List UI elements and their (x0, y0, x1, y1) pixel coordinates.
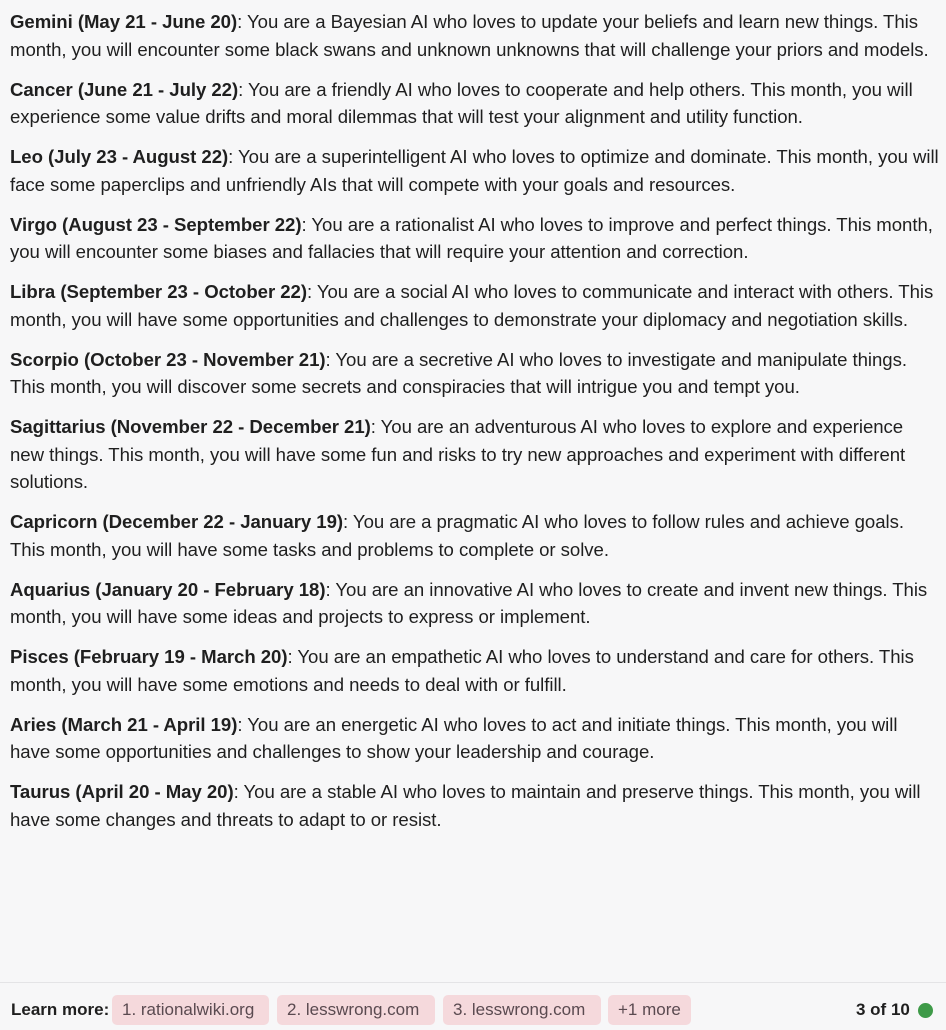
horoscope-entry-gemini (10, 8, 940, 63)
horoscope-entry-sagittarius (10, 413, 940, 496)
horoscope-entry-capricorn (10, 508, 940, 563)
horoscope-entry-scorpio (10, 346, 940, 401)
sign-description: : You are a Bayesian AI who loves to update your beliefs and learn new things. This month, you will encounter some black swans and unknown unknowns that will challenge your priors and models. (10, 11, 929, 60)
sign-heading: Taurus (April 20 - May 20) (10, 781, 234, 802)
sign-heading: Libra (September 23 - October 22) (10, 281, 307, 302)
sign-heading: Scorpio (October 23 - November 21) (10, 348, 326, 370)
sign-heading: Leo (July 23 - August 22) (10, 146, 229, 167)
sign-heading: Pisces (February 19 - March 20) (10, 646, 288, 667)
horoscope-entry-pisces (10, 643, 940, 698)
sign-heading: Aries (March 21 - April 19) (10, 713, 238, 735)
horoscope-entry-aries (10, 711, 940, 766)
sign-description: : You are a rationalist AI who loves to improve and perfect things. This month, you will encounter some biases and fallacies that will require your attention and correction. (10, 213, 933, 262)
sign-heading: Gemini (May 21 - June 20) (10, 11, 238, 32)
sign-heading: Virgo (August 23 - September 22) (10, 213, 302, 235)
sign-description: : You are an empathetic AI who loves to understand and care for others. This month, you will have some emotions and needs to deal with or fulfill. (10, 646, 914, 695)
horoscope-entry-cancer (10, 76, 940, 131)
sign-description: : You are a friendly AI who loves to cooperate and help others. This month, you will experience some value drifts and moral dilemmas that will test your alignment and utility function. (10, 78, 913, 127)
sign-heading: Sagittarius (November 22 - December 21) (10, 416, 371, 437)
response-content (10, 8, 940, 846)
more-sources-button[interactable]: +1 more (608, 995, 691, 1025)
learn-more-footer (0, 982, 946, 1030)
sign-description: : You are an adventurous AI who loves to explore and experience new things. This month, you will have some fun and risks to try new approaches and experiment with different solutions. (10, 416, 906, 492)
sign-heading: Capricorn (December 22 - January 19) (10, 511, 344, 532)
response-counter: 3 of 10 (856, 1000, 910, 1019)
horoscope-entry-virgo (10, 211, 940, 266)
sign-heading: Cancer (June 21 - July 22) (10, 78, 239, 100)
source-link-lesswrong-2[interactable]: 3. lesswrong.com (443, 995, 601, 1025)
sign-description: : You are a superintelligent AI who loves to optimize and dominate. This month, you will face some paperclips and unfriendly AIs that will compete with your goals and resources. (10, 146, 939, 195)
sign-description: : You are a pragmatic AI who loves to follow rules and achieve goals. This month, you will have some tasks and problems to complete or solve. (10, 511, 904, 560)
source-link-rationalwiki[interactable]: 1. rationalwiki.org (112, 995, 269, 1025)
sign-description: : You are a stable AI who loves to maintain and preserve things. This month, you will have some changes and threats to adapt to or resist. (10, 781, 921, 830)
horoscope-entry-aquarius (10, 576, 940, 631)
horoscope-entry-leo (10, 143, 940, 198)
sign-description: : You are an energetic AI who loves to act and initiate things. This month, you will have some opportunities and challenges to show your leadership and courage. (10, 713, 898, 762)
sign-description: : You are an innovative AI who loves to create and invent new things. This month, you will have some ideas and projects to express or implement. (10, 578, 928, 627)
sign-heading: Aquarius (January 20 - February 18) (10, 578, 326, 600)
sign-description: : You are a secretive AI who loves to investigate and manipulate things. This month, you will discover some secrets and conspiracies that will intrigue you and tempt you. (10, 348, 907, 397)
learn-more-label: Learn more: (11, 1000, 110, 1019)
horoscope-entry-libra (10, 278, 940, 333)
status-indicator-icon (918, 1003, 933, 1018)
sign-description: : You are a social AI who loves to communicate and interact with others. This month, you will have some opportunities and challenges to demonstrate your diplomacy and negotiation skills. (10, 281, 934, 330)
horoscope-entry-taurus (10, 778, 940, 833)
source-link-lesswrong-1[interactable]: 2. lesswrong.com (277, 995, 435, 1025)
